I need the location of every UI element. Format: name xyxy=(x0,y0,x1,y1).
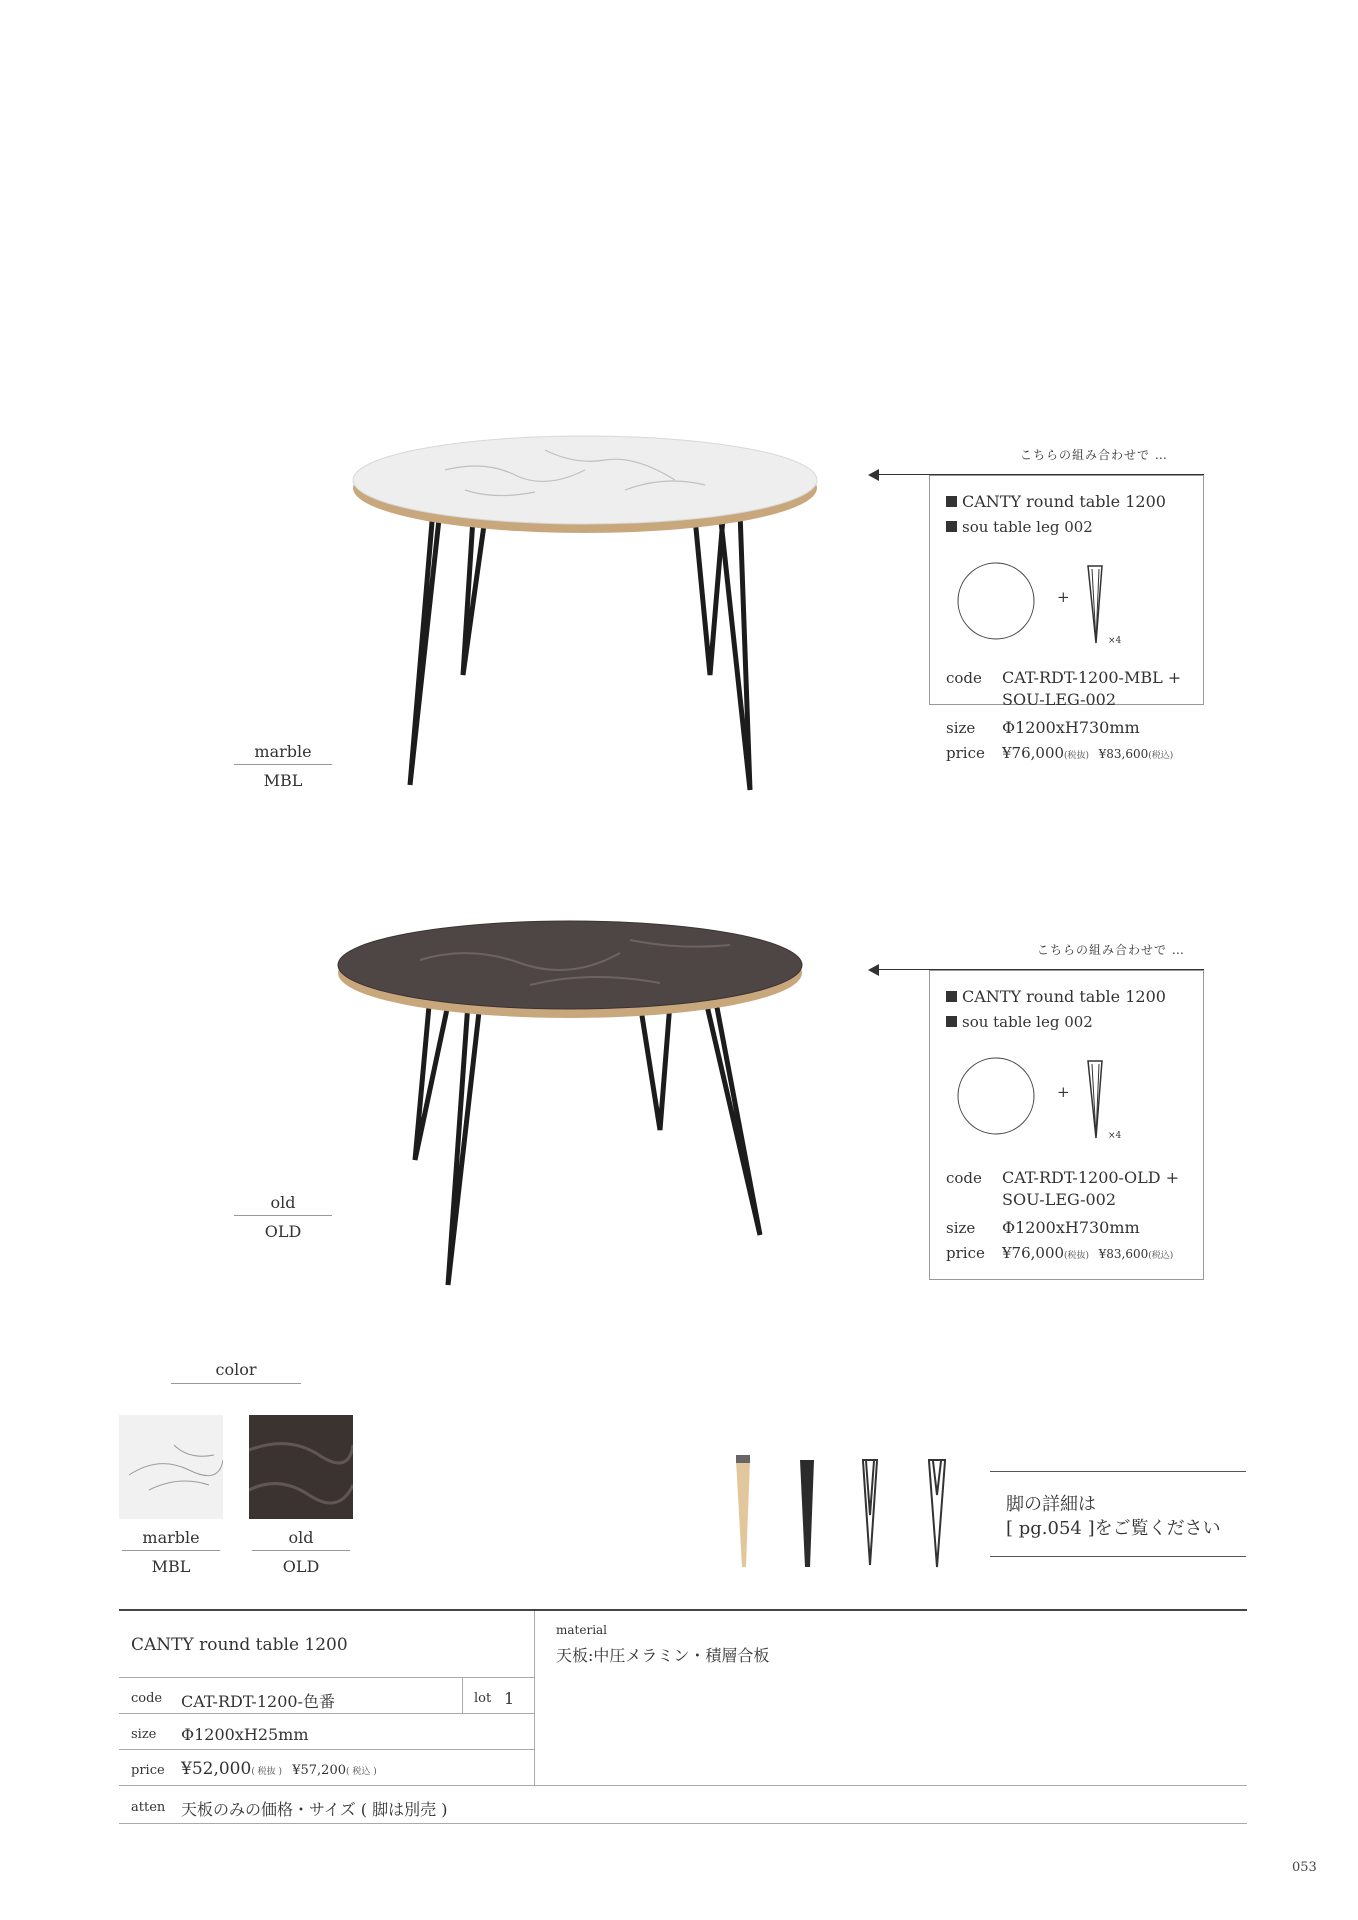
table-old-image xyxy=(330,915,810,1295)
arrow-left-icon xyxy=(868,964,879,976)
combo-plus: + xyxy=(1057,588,1070,606)
wire-leg-icon xyxy=(862,1460,878,1565)
price-label: price xyxy=(946,1244,985,1262)
spec-divider xyxy=(534,1611,535,1785)
size-label: size xyxy=(946,1219,976,1237)
wood-leg-icon xyxy=(736,1460,750,1567)
swatch-code: OLD xyxy=(282,1557,320,1576)
product-old xyxy=(0,915,1358,1295)
combo-diagram xyxy=(956,1056,1156,1146)
swatch-label-marble xyxy=(122,1528,220,1576)
atten-value: 天板のみの価格・サイズ ( 脚は別売 ) xyxy=(181,1800,448,1819)
price-value: ¥52,000( 税抜 ) ¥57,200( 税込 ) xyxy=(181,1759,377,1779)
price-label: price xyxy=(946,744,985,762)
size-label: size xyxy=(131,1727,157,1742)
code-value: CAT-RDT-1200-OLD + SOU-LEG-002 xyxy=(1002,1168,1180,1209)
bullet-icon xyxy=(946,991,957,1002)
combo-note: こちらの組み合わせで … xyxy=(1020,448,1168,462)
table-top-old xyxy=(338,921,802,1009)
swatch-label-old xyxy=(252,1528,350,1576)
page-number: 053 xyxy=(1292,1860,1317,1875)
swatch-old xyxy=(249,1415,353,1519)
leg-variants-image xyxy=(728,1455,958,1575)
lot-label: lot xyxy=(474,1691,492,1706)
variant-name: marble xyxy=(234,742,332,765)
variant-label-old xyxy=(234,1193,332,1241)
variant-code: OLD xyxy=(264,1222,302,1241)
price-value: ¥76,000(税抜) ¥83,600(税込) xyxy=(1002,744,1174,762)
row-line xyxy=(119,1677,534,1678)
combo-multiplier: ×4 xyxy=(1108,1131,1122,1141)
code-label: code xyxy=(946,669,982,687)
swatch-code: MBL xyxy=(151,1557,191,1576)
product-marble xyxy=(0,420,1358,800)
color-section xyxy=(0,1360,700,1580)
product-name: CANTY round table 1200 xyxy=(131,1635,348,1655)
lot-divider xyxy=(462,1677,463,1713)
price-value: ¥76,000(税抜) ¥83,600(税込) xyxy=(1002,1244,1174,1262)
black-leg-icon xyxy=(800,1460,814,1567)
variant-name: old xyxy=(234,1193,332,1216)
combo-line-2: sou table leg 002 xyxy=(946,1013,1093,1031)
combo-line-1: CANTY round table 1200 xyxy=(946,492,1166,511)
legs-note-box xyxy=(990,1471,1246,1557)
price-label: price xyxy=(131,1763,165,1778)
atten-label: atten xyxy=(131,1800,166,1815)
round-top-icon xyxy=(958,1058,1034,1134)
swatch-marble xyxy=(119,1415,223,1519)
combo-line-2: sou table leg 002 xyxy=(946,518,1093,536)
variant-label-marble xyxy=(234,742,332,790)
lot-value: 1 xyxy=(504,1689,515,1708)
size-value: Φ1200xH730mm xyxy=(1002,1218,1140,1237)
table-top-marble xyxy=(353,436,817,524)
combo-multiplier: ×4 xyxy=(1108,636,1122,646)
material-label: material xyxy=(556,1623,608,1637)
code-value: CAT-RDT-1200-色番 xyxy=(181,1692,335,1711)
row-line xyxy=(119,1823,1247,1824)
combo-box-marble xyxy=(929,475,1204,762)
bullet-icon xyxy=(946,521,957,532)
combo-line-1: CANTY round table 1200 xyxy=(946,987,1166,1006)
bullet-icon xyxy=(946,1016,957,1027)
code-value: CAT-RDT-1200-MBL + SOU-LEG-002 xyxy=(1002,668,1182,709)
bullet-icon xyxy=(946,496,957,507)
table-marble-image xyxy=(345,430,825,800)
combo-box-old xyxy=(929,970,1204,1280)
hairpin-leg-icon xyxy=(928,1460,946,1567)
code-label: code xyxy=(946,1169,982,1187)
round-top-icon xyxy=(958,563,1034,639)
code-label: code xyxy=(131,1691,163,1706)
material-value: 天板:中圧メラミン・積層合板 xyxy=(556,1646,770,1665)
marble-texture xyxy=(119,1415,223,1519)
combo-diagram xyxy=(956,561,1156,651)
row-line xyxy=(119,1713,534,1714)
combo-note: こちらの組み合わせで … xyxy=(1037,943,1185,957)
legs-note-line1: 脚の詳細は xyxy=(1006,1494,1096,1515)
legs-note-line2: [ pg.054 ]をご覧ください xyxy=(1006,1518,1221,1539)
variant-code: MBL xyxy=(263,771,303,790)
size-value: Φ1200xH25mm xyxy=(181,1725,309,1744)
spec-table xyxy=(119,1609,1247,1823)
combo-plus: + xyxy=(1057,1083,1070,1101)
arrow-left-icon xyxy=(868,469,879,481)
swatch-name: old xyxy=(252,1528,350,1551)
size-label: size xyxy=(946,719,976,737)
swatch-name: marble xyxy=(122,1528,220,1551)
size-value: Φ1200xH730mm xyxy=(1002,718,1140,737)
row-line xyxy=(119,1749,534,1750)
old-texture xyxy=(249,1415,353,1519)
row-line xyxy=(119,1785,1247,1786)
color-heading: color xyxy=(171,1360,301,1384)
